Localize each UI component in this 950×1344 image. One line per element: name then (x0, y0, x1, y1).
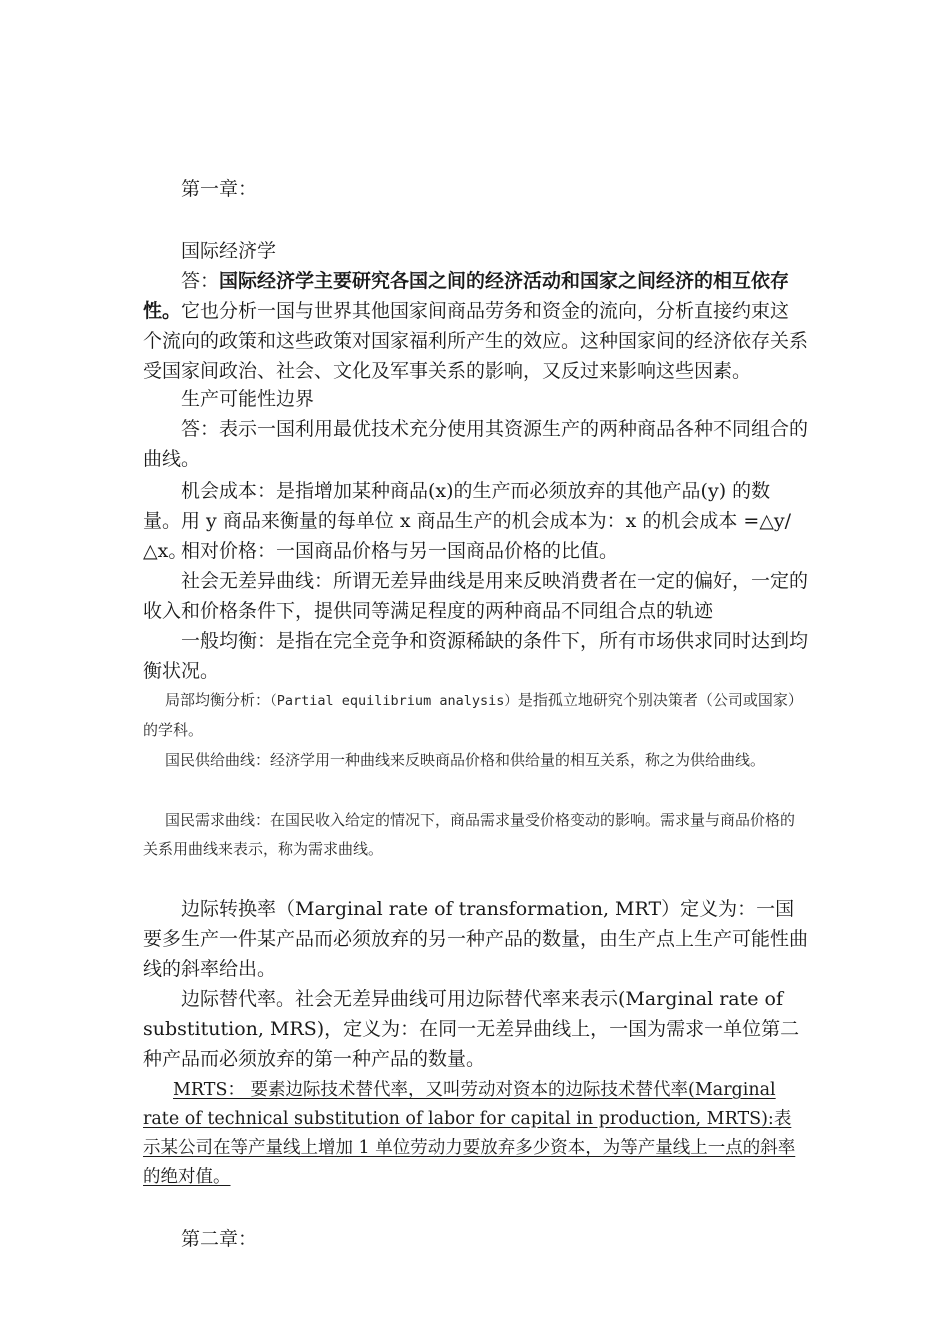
opportunity-cost: 机会成本：是指增加某种商品(x)的生产而必须放弃的其他产品(y) 的数量。用 y 商品来衡量的每单位 x 商品生产的机会成本为：x 的机会成本 =△y/△x。 (143, 480, 792, 562)
mrts-definition: MRTS： 要素边际技术替代率，又叫劳动对资本的边际技术替代率(Marginal rate of technical substitution of labor for capital in production, MRTS):表示某公司在等产量线上增加 1 单位劳动力要放弃多少资本，为等产量线上一点的斜率的绝对值。 (143, 1080, 796, 1187)
partial-eq-label: 局部均衡分析： (165, 691, 271, 709)
chapter-2-heading: 第二章： (181, 1228, 258, 1250)
partial-equilibrium (143, 686, 808, 745)
answer-prefix: 答： (181, 270, 220, 292)
general-equilibrium: 一般均衡：是指在完全竞争和资源稀缺的条件下，所有市场供求同时达到均衡状况。 (143, 630, 809, 682)
term-ppf: 生产可能性边界 (181, 388, 315, 410)
national-demand-curve: 国民需求曲线：在国民收入给定的情况下，商品需求量受价格变动的影响。需求量与商品价格的关系用曲线来表示，称为需求曲线。 (143, 811, 796, 858)
intl-econ-bold-definition: 国际经济学主要研究各国之间的经济活动和国家之间经济的相互依存性。 (143, 270, 790, 322)
social-indifference-curve: 社会无差异曲线：所谓无差异曲线是用来反映消费者在一定的偏好，一定的收入和价格条件下，提供同等满足程度的两种商品不同组合点的轨迹 (143, 570, 809, 622)
intl-econ-rest: 它也分析一国与世界其他国家间商品劳务和资金的流向，分析直接约束这个流向的政策和这些政策对国家福利所产生的效应。这种国家间的经济依存关系受国家间政治、社会、文化及军事关系的影响，又反过来影响这些因素。 (143, 300, 809, 382)
intl-econ-answer (143, 266, 808, 386)
national-supply-curve: 国民供给曲线：经济学用一种曲线来反映商品价格和供给量的相互关系，称之为供给曲线。 (165, 751, 766, 769)
chapter-1-heading: 第一章： (181, 178, 258, 200)
term-international-economics: 国际经济学 (181, 240, 277, 262)
marginal-rate-of-transformation: 边际转换率（Marginal rate of transformation, MRT）定义为：一国要多生产一件某产品而必须放弃的另一种产品的数量，由生产点上生产可能性曲线的斜率给出。 (143, 898, 809, 980)
partial-eq-english: （Partial equilibrium analysis） (270, 693, 518, 709)
marginal-rate-of-substitution: 边际替代率。社会无差异曲线可用边际替代率来表示(Marginal rate of substitution, MRS)，定义为：在同一无差异曲线上，一国为需求一单位第二种产品而必须放弃的第一种产品的数量。 (143, 988, 800, 1070)
relative-price: 相对价格：一国商品价格与另一国商品价格的比值。 (181, 540, 619, 562)
partial-eq-rest: 是指孤立地研究个别决策者（公司或国家）的学科。 (143, 691, 803, 739)
ppf-answer: 答：表示一国利用最优技术充分使用其资源生产的两种商品各种不同组合的曲线。 (143, 418, 809, 470)
